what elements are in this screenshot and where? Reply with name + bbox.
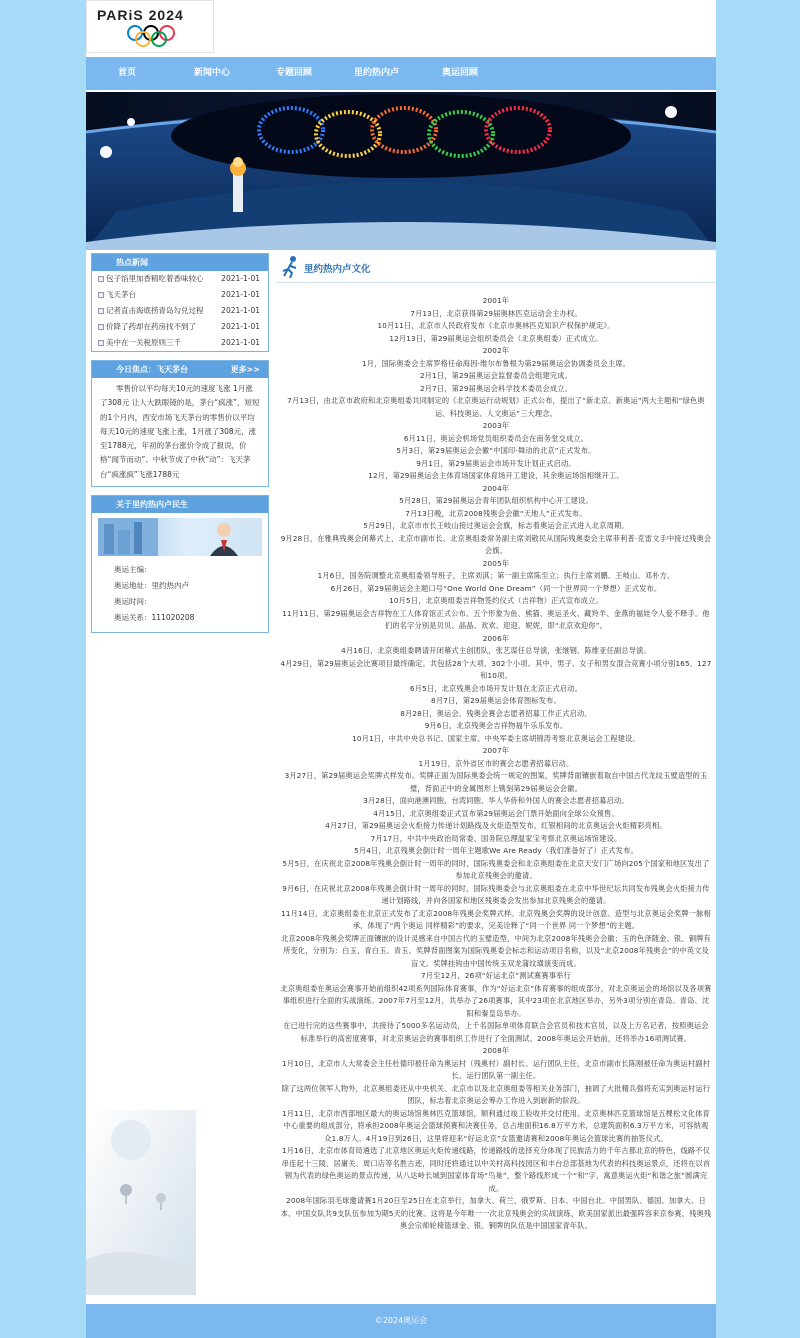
- news-date: 2021-1-01: [221, 274, 260, 283]
- runner-icon: [280, 255, 302, 279]
- article-paragraph: 12月13日，第29届奥运会组织委员会（北京奥组委）正式成立。: [389, 333, 603, 343]
- article-paragraph: 在已进行完的这些赛事中，共接待了5000多名运动员，上千名国际单项体育联合会官员和技术官员，以及上万名记者，按照奥运会标准举行的高密度赛事，对北京奥运会的赛事组织工作进行了全面测试。2008年奥运会开始前，还将举办16项测试赛。: [283, 1021, 709, 1043]
- article-paragraph: 4月15日，北京奥组委正式宣布第29届奥运会门票开始面向全球公众预售。: [373, 808, 619, 818]
- hot-news-box: [91, 253, 269, 352]
- article-paragraph: 6月26日，第29届奥运会主题口号“One World One Dream”（同一个世界同一个梦想）正式发布。: [330, 583, 662, 593]
- article-paragraph: 2008年国际羽毛球邀请赛1月20日至25日在北京举行，加拿大、荷兰、俄罗斯、日本、中国台北、中国男队、德国、加拿大、日本、中国女队共9支队伍参加为期5天的比赛。这将是今年唯一一次北京残奥会的实战演练，欧美国家派出最强阵容来京参赛，残奥残奥会宗师轮椅篮球金、银、铜牌的队伍是中国国家青年队。: [280, 1196, 712, 1230]
- article-paragraph: 5月5日，在庆祝北京2008年残奥会倒计时一周年的同时，国际残奥委会和北京奥组委在北京天安门广场向205个国家和地区发出了参加北京残奥会的邀请。: [282, 858, 710, 880]
- list-item[interactable]: [92, 319, 268, 335]
- section-header: [276, 253, 716, 283]
- nav-news-center[interactable]: 新闻中心: [194, 68, 231, 78]
- page-container: [86, 0, 716, 1338]
- hot-news-title: 热点新闻: [92, 254, 268, 271]
- article-paragraph: 1月11日，北京市西部地区最大的奥运场馆奥林匹克篮球馆，顺利通过竣工验收并交付使用。北京奥林匹克篮球馆是五棵松文化体育中心重要的组成部分，将承担2008年奥运会篮球预赛和决赛任务，总占地面积16.8万平方米，总建筑面积6.3万平方米，可容纳观众1.8万人。4月19日到26日，这里将迎来“好运北京”女篮邀请赛和2008年奥运会篮球比赛的抽签仪式。: [281, 1108, 711, 1143]
- section-title: 里约热内卢文化: [304, 264, 371, 275]
- more-link[interactable]: 更多>>: [230, 365, 260, 374]
- article-paragraph: 4月27日，第29届奥运会火炬接力传递计划路线及火炬造型发布。红银相间的北京奥运会火炬精彩亮相。: [325, 821, 667, 830]
- article-paragraph: 北京奥组委在奥运会赛事开始前组织42项系列国际体育赛事，作为“好运北京”体育赛事的组成部分，对北京奥运会的场馆以及各项赛事组织进行全面的实战演练。2007年7月至12月，共举办了26项赛事，其中23项在北京地区举办，另外3项分别在青岛、青岛、沈阳和秦皇岛举办。: [280, 983, 712, 1018]
- article-paragraph: 除了这两位领军人物外，北京奥组委还从中央机关、北京市以及北京奥组委等相关业务部门，抽调了大批精兵强将充实到奥运村运行团队，标志着北京奥运会筹办工作进入到崭新的阶段。: [281, 1083, 711, 1105]
- article-paragraph: 9月28日，在雅典残奥会闭幕式上，北京市副市长、北京奥组委常务副主席刘敬民从国际残奥委会主席菲利普·克雷文手中接过残奥会会旗。: [280, 533, 712, 555]
- nav-olympic-review[interactable]: 奥运回顾: [442, 68, 479, 78]
- article-paragraph: 11月14日，北京奥组委在北京正式发布了北京2008年残奥会奖牌式样。北京残奥会奖牌的设计创意、造型与北京奥运会奖牌一脉相承，体现了“两个奥运 同样精彩”的要求，完美诠释了“同一个世界 同一个梦想”的主题。: [281, 908, 711, 930]
- article-paragraph: 2月1日，第29届奥运会监督委员会组建完成。: [419, 371, 573, 380]
- article-paragraph: 10月1日，中共中央总书记、国家主席、中央军委主席胡锦涛考察北京奥运会工程建设。: [352, 733, 640, 743]
- article-paragraph: 7月17日，中共中央政治局常委、国务院总理温家宝考察北京奥运场馆建设。: [370, 833, 622, 843]
- news-date: 2021-1-01: [221, 338, 260, 347]
- article-paragraph: 1月6日，国务院调整北京奥组委领导班子，主席刘淇；第一副主席陈至立；执行主席刘鹏、王岐山、邓朴方。: [317, 571, 675, 580]
- article-paragraph: 7月13日，北京获得第29届奥林匹克运动会主办权。: [410, 308, 582, 318]
- article-paragraph: 2003年: [482, 421, 510, 430]
- article-paragraph: 9月6日，在庆祝北京2008年残奥会倒计时一周年的同时，国际残奥委会与北京奥组委在北京中华世纪坛共同发布残奥会火炬接力传递计划路线，并向各国家和地区残奥委会发出参加北京残奥会的邀请。: [282, 883, 710, 905]
- news-title[interactable]: 飞天茅台: [106, 290, 136, 299]
- list-item[interactable]: [92, 335, 268, 351]
- document-icon: [98, 308, 104, 314]
- focus-text: 零售价以平均每天10元的速度飞涨 1月涨了308元 让人大跌眼镜的是，茅台“疯涨”，短短的1个月内，西安市场飞天茅台的零售价以平均每天10元的速度飞涨上涨，1月涨了308元，涨至1788元，年初的茅台涨价令成了报说，价格“闻节而动”。中秋节成了中秋“动”：飞天茅台“疯涨疯”飞涨1788元: [100, 384, 260, 479]
- document-icon: [98, 340, 104, 346]
- focus-title: 今日焦点：飞天茅台: [116, 365, 188, 374]
- balloon-decoration: [86, 1110, 196, 1295]
- article-paragraph: 2008年: [482, 1046, 510, 1055]
- news-date: 2021-1-01: [221, 290, 260, 299]
- list-item[interactable]: [92, 287, 268, 303]
- article-paragraph: 1月16日，北京市体育局遴选了北京地区奥运火炬传递线路，传递路线的选择充分体现了民族活力的千年古都北京的特色，线路不仅串连起十三陵、居庸关、周口店等名胜古迹，同时还将通过以中关村高科技园区和丰台总部基地为代表的科技奥运景点，还将在以首钢为代表的绿色奥运的景点传递，从八达岭长城到国家体育场“鸟巢”，整个路线形成一个“和”字，寓意奥运火炬“和谐之旅”圆满完成。: [281, 1146, 711, 1193]
- article-paragraph: 6月5日，北京残奥会市场开发计划在北京正式启动。: [409, 683, 583, 693]
- news-date: 2021-1-01: [221, 322, 260, 331]
- hot-news-list: [92, 271, 268, 351]
- time-row: 奥运时间：: [114, 597, 152, 607]
- address-row: 奥运地址：里约热内卢: [114, 581, 189, 591]
- logo-text: PARiS 2024: [97, 7, 184, 23]
- about-box: [91, 495, 269, 633]
- article-paragraph: 2001年: [482, 296, 510, 305]
- news-date: 2021-1-01: [221, 306, 260, 315]
- article-paragraph: 3月28日，面向港澳同胞、台湾同胞、华人华侨和外国人的赛会志愿者招募启动。: [363, 796, 629, 805]
- article-paragraph: 11月11日，第29届奥运会吉祥物在工人体育馆正式公布。五个形象为鱼、熊猫、奥运圣火、藏羚羊、金燕的福娃令人爱不释手。他们的名字分别是贝贝、晶晶、欢欢、迎迎、妮妮，即“北京欢迎你”。: [282, 608, 710, 630]
- footer: ©2024奥运会: [86, 1304, 716, 1338]
- article-paragraph: 北京2008年残奥会奖牌正面镶嵌的设计灵感来自中国古代的玉璧造型，中间为北京2008年残奥会会徽；玉的色泽随金、银、铜牌有所变化，分别为：白玉、青白玉、青玉。奖牌背面图案为国际残奥委会标志和运动项目名称，以及“北京2008年残奥会”的中英文及盲文。奖牌挂钩由中国传统玉双龙蒲纹璜演变而成。: [281, 933, 711, 968]
- article-paragraph: 2005年: [482, 558, 510, 568]
- article-paragraph: 1月10日，北京市人大常委会主任杜德印被任命为奥运村（残奥村）副村长、运行团队主任，北京市副市长陈刚被任命为奥运村副村长、运行团队第一副主任。: [281, 1058, 711, 1080]
- main-nav: [86, 57, 716, 90]
- article-paragraph: 2007年: [482, 746, 510, 755]
- article-paragraph: 8月7日，第29届奥运会体育图标发布。: [431, 696, 561, 705]
- nav-home[interactable]: 首页: [118, 68, 137, 78]
- nav-rio[interactable]: 里约热内卢: [354, 68, 400, 78]
- sidebar: [91, 253, 269, 641]
- article-paragraph: 8月28日，奥运会、残奥会赛会志愿者招募工作正式启动。: [400, 708, 592, 718]
- document-icon: [98, 276, 104, 282]
- article-paragraph: 1月19日，京外省区市的赛会志愿者招募启动。: [418, 758, 574, 768]
- nav-topic-review[interactable]: 专题回顾: [276, 68, 313, 78]
- article-paragraph: 7月至12月，26项“好运北京”测试赛赛事举行: [421, 971, 571, 980]
- olympic-rings-icon: [125, 23, 177, 49]
- list-item[interactable]: [92, 303, 268, 319]
- article-paragraph: 7月13日，由北京市政府和北京奥组委共同制定的《北京奥运行动规划》正式公布，提出了“新北京、新奥运”两大主题和“绿色奥运、科技奥运、人文奥运”三大理念。: [287, 396, 705, 418]
- editor-row: 奥运主编：: [114, 565, 152, 575]
- article-paragraph: 2月7日，第29届奥运会科学技术委员会成立。: [419, 383, 573, 393]
- contact-row: 奥运关系：111020208: [114, 613, 195, 623]
- article-paragraph: 10月5日，北京奥组委吉祥物签约仪式（吉祥物）正式宣布成立。: [389, 596, 603, 605]
- article-paragraph: 6月11日，奥运会机场党员组织委员会在南务堂交成立。: [403, 433, 589, 443]
- main-content: [276, 253, 716, 1230]
- article-paragraph: 3月27日，第29届奥运会奖牌式样发布。奖牌正面为国际奥委会统一规定的图案，奖牌背面镶嵌着取自中国古代龙纹玉璧造型的玉璧，背面正中的金属图形上镌刻第29届奥运会会徽。: [284, 771, 708, 793]
- news-title[interactable]: 包子馅里加香精吃着香味较心: [106, 274, 204, 283]
- article-body: [276, 295, 716, 1233]
- news-title[interactable]: 美中在一关税原则三千: [106, 338, 181, 347]
- article-paragraph: 5月29日，北京市市长王岐山接过奥运会会旗，标志着奥运会正式进入北京周期。: [363, 521, 629, 530]
- list-item[interactable]: [92, 271, 268, 287]
- article-paragraph: 7月13日晚，北京2008残奥会会徽“天地人”正式发布。: [405, 508, 587, 518]
- article-paragraph: 5月28日，第29届奥运会青年团队组织机构中心开工建设。: [399, 496, 593, 505]
- news-title[interactable]: 记者直击海底捞青岛勾兑过程: [106, 306, 204, 315]
- article-paragraph: 10月11日，北京市人民政府发布《北京市奥林匹克知识产权保护规定》。: [377, 321, 615, 330]
- article-paragraph: 2002年: [482, 346, 510, 355]
- news-title[interactable]: 价降了药却在药房找不到了: [106, 322, 196, 331]
- person-photo: [98, 518, 262, 556]
- focus-header: [92, 361, 268, 378]
- article-paragraph: 9月1日，第29届奥运会市场开发计划正式启动。: [416, 458, 576, 468]
- article-paragraph: 5月3日，第29届奥运会会徽“中国印·舞动的北京”正式发布。: [396, 446, 596, 455]
- article-paragraph: 1月，国际奥委会主席罗格任命海因·维尔布鲁根为第29届奥运会协调委员会主席。: [362, 358, 630, 368]
- stadium-fireworks-banner: [86, 92, 716, 250]
- article-paragraph: 9月6日，北京残奥会吉祥物福牛乐乐发布。: [424, 721, 568, 730]
- about-title: 关于里约热内卢民生: [92, 496, 268, 513]
- article-paragraph: 4月16日，北京奥组委聘请开闭幕式主创团队，张艺谋任总导演，张继钢、陈维亚任副总导演。: [341, 646, 651, 655]
- article-paragraph: 2006年: [482, 633, 510, 643]
- document-icon: [98, 324, 104, 330]
- article-paragraph: 2004年: [482, 483, 510, 493]
- article-paragraph: 12月，第29届奥运会主体育场国家体育场开工建设，其余奥运场馆相继开工。: [368, 471, 624, 480]
- document-icon: [98, 292, 104, 298]
- paris-2024-logo[interactable]: [86, 0, 214, 53]
- focus-box: [91, 360, 269, 487]
- article-paragraph: 5月4日，北京残奥会倒计时一周年主题歌We Are Ready（我们准备好了）正式发布。: [354, 846, 638, 855]
- article-paragraph: 4月29日，第29届奥运会比赛项目最终确定。共包括28个大项、302个小项。其中，男子、女子和男女混合竞赛小项分别165、127和10项。: [280, 658, 712, 680]
